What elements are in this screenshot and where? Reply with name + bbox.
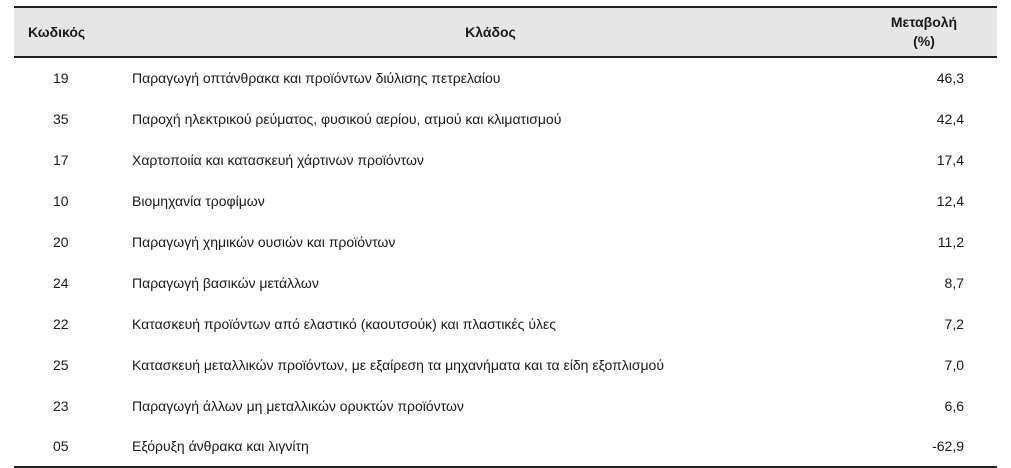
header-change-label: Μεταβολή xyxy=(890,14,958,30)
row-code: 22 xyxy=(53,315,69,332)
row-sector: Παραγωγή βασικών μετάλλων xyxy=(132,274,319,291)
row-code: 24 xyxy=(53,274,69,291)
header-change xyxy=(857,7,997,57)
table-row xyxy=(14,303,997,344)
row-code: 20 xyxy=(53,233,69,250)
row-code: 19 xyxy=(53,70,69,86)
row-sector: Εξόρυξη άνθρακα και λιγνίτη xyxy=(132,438,309,454)
row-change: 7,2 xyxy=(944,315,964,332)
row-sector: Παραγωγή χημικών ουσιών και προϊόντων xyxy=(132,233,396,250)
table-row xyxy=(14,221,997,262)
table-row xyxy=(14,57,997,98)
row-change: 8,7 xyxy=(944,274,964,291)
table-row xyxy=(14,426,997,467)
row-sector: Παραγωγή άλλων μη μεταλλικών ορυκτών προϊόντων xyxy=(132,397,464,414)
sector-change-table-container xyxy=(14,6,997,468)
row-sector: Κατασκευή προϊόντων από ελαστικό (καουτσούκ) και πλαστικές ύλες xyxy=(132,315,556,332)
row-sector: Παραγωγή οπτάνθρακα και προϊόντων διύλισης πετρελαίου xyxy=(132,70,501,86)
row-code: 23 xyxy=(53,397,69,414)
table-row xyxy=(14,262,997,303)
table-row xyxy=(14,344,997,385)
row-change: 42,4 xyxy=(936,110,964,127)
header-row xyxy=(14,7,997,57)
row-change: 17,4 xyxy=(936,151,964,168)
row-change: 7,0 xyxy=(944,356,964,373)
header-change-unit: (%) xyxy=(913,33,935,49)
row-sector: Βιομηχανία τροφίμων xyxy=(132,192,265,209)
row-code: 17 xyxy=(53,151,69,168)
row-change: 12,4 xyxy=(936,192,964,209)
table-row xyxy=(14,385,997,426)
table-row xyxy=(14,180,997,221)
header-sector: Κλάδος xyxy=(465,23,516,40)
row-code: 25 xyxy=(53,356,69,373)
table-body xyxy=(14,57,997,467)
row-change: -62,9 xyxy=(932,438,964,454)
row-change: 11,2 xyxy=(937,233,964,250)
row-sector: Κατασκευή μεταλλικών προϊόντων, με εξαίρεση τα μηχανήματα και τα είδη εξοπλισμού xyxy=(132,356,664,373)
row-change: 6,6 xyxy=(944,397,964,414)
table-header xyxy=(14,7,997,57)
row-code: 05 xyxy=(53,438,69,454)
row-code: 10 xyxy=(53,192,69,209)
table-row xyxy=(14,139,997,180)
row-code: 35 xyxy=(53,110,69,127)
table-row xyxy=(14,98,997,139)
row-change: 46,3 xyxy=(936,70,964,86)
header-code: Κωδικός xyxy=(28,23,86,40)
row-sector: Παροχή ηλεκτρικού ρεύματος, φυσικού αερίου, ατμού και κλιματισμού xyxy=(132,110,562,127)
row-sector: Χαρτοποιία και κατασκευή χάρτινων προϊόντων xyxy=(132,151,424,168)
sector-change-table xyxy=(14,6,997,468)
